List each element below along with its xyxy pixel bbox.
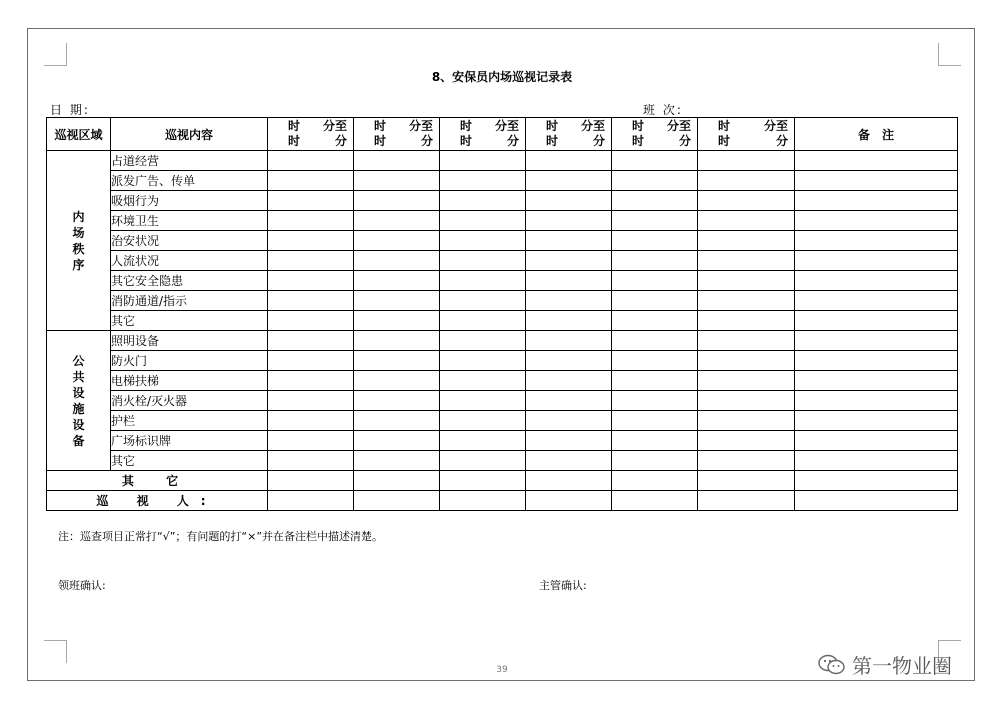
- date-label: 日 期:: [50, 103, 90, 117]
- entry-cell[interactable]: [795, 291, 958, 311]
- entry-cell[interactable]: [354, 451, 440, 471]
- entry-cell[interactable]: [440, 311, 526, 331]
- entry-cell[interactable]: [698, 311, 795, 331]
- page-number: 39: [496, 665, 508, 675]
- entry-cell[interactable]: [612, 471, 698, 491]
- entry-cell[interactable]: [698, 491, 795, 511]
- entry-cell[interactable]: [354, 371, 440, 391]
- entry-cell[interactable]: [698, 471, 795, 491]
- table-row: [47, 231, 958, 251]
- header-time-slot: 时 分至 时 分: [440, 118, 526, 151]
- entry-cell[interactable]: [268, 191, 354, 211]
- entry-cell[interactable]: [268, 171, 354, 191]
- entry-cell[interactable]: [440, 371, 526, 391]
- entry-cell[interactable]: [698, 431, 795, 451]
- entry-cell[interactable]: [440, 451, 526, 471]
- entry-cell[interactable]: [354, 431, 440, 451]
- table-row: [47, 191, 958, 211]
- table-row: [47, 251, 958, 271]
- entry-cell[interactable]: [795, 311, 958, 331]
- entry-cell[interactable]: [795, 331, 958, 351]
- inspection-item: 其它: [111, 311, 268, 331]
- entry-cell[interactable]: [795, 191, 958, 211]
- watermark: [818, 650, 952, 679]
- entry-cell[interactable]: [354, 231, 440, 251]
- entry-cell[interactable]: [612, 251, 698, 271]
- entry-cell[interactable]: [526, 271, 612, 291]
- inspection-item: 占道经营: [111, 151, 268, 171]
- entry-cell[interactable]: [268, 231, 354, 251]
- inspection-item: 其它安全隐患: [111, 271, 268, 291]
- entry-cell[interactable]: [526, 311, 612, 331]
- header-row: [47, 118, 958, 151]
- footer-inspector-row: [47, 491, 958, 511]
- header-time-slot: 时 分至 时 分: [612, 118, 698, 151]
- entry-cell[interactable]: [698, 411, 795, 431]
- inspection-item: 人流状况: [111, 251, 268, 271]
- entry-cell[interactable]: [795, 251, 958, 271]
- entry-cell[interactable]: [268, 331, 354, 351]
- entry-cell[interactable]: [612, 351, 698, 371]
- entry-cell[interactable]: [268, 471, 354, 491]
- entry-cell[interactable]: [612, 331, 698, 351]
- table-row: [47, 151, 958, 171]
- entry-cell[interactable]: [268, 351, 354, 371]
- entry-cell[interactable]: [268, 151, 354, 171]
- entry-cell[interactable]: [612, 271, 698, 291]
- entry-cell[interactable]: [698, 191, 795, 211]
- header-time-slot: 时 分至 时 分: [354, 118, 440, 151]
- entry-cell[interactable]: [268, 431, 354, 451]
- entry-cell[interactable]: [698, 291, 795, 311]
- shift-label: 班 次:: [643, 103, 683, 117]
- entry-cell[interactable]: [795, 371, 958, 391]
- inspection-item: 消防通道/指示: [111, 291, 268, 311]
- entry-cell[interactable]: [526, 411, 612, 431]
- entry-cell[interactable]: [354, 211, 440, 231]
- entry-cell[interactable]: [698, 351, 795, 371]
- entry-cell[interactable]: [698, 231, 795, 251]
- entry-cell[interactable]: [698, 451, 795, 471]
- crop-mark-bottom-left: [44, 640, 67, 663]
- footer-label: 其 它: [47, 471, 268, 491]
- entry-cell[interactable]: [526, 251, 612, 271]
- entry-cell[interactable]: [440, 291, 526, 311]
- entry-cell[interactable]: [526, 331, 612, 351]
- entry-cell[interactable]: [268, 491, 354, 511]
- entry-cell[interactable]: [795, 391, 958, 411]
- entry-cell[interactable]: [526, 291, 612, 311]
- inspection-item: 电梯扶梯: [111, 371, 268, 391]
- table-row: [47, 171, 958, 191]
- inspection-item: 治安状况: [111, 231, 268, 251]
- entry-cell[interactable]: [612, 311, 698, 331]
- entry-cell[interactable]: [268, 291, 354, 311]
- entry-cell[interactable]: [612, 231, 698, 251]
- entry-cell[interactable]: [354, 331, 440, 351]
- entry-cell[interactable]: [440, 391, 526, 411]
- entry-cell[interactable]: [795, 431, 958, 451]
- entry-cell[interactable]: [698, 271, 795, 291]
- entry-cell[interactable]: [698, 171, 795, 191]
- entry-cell[interactable]: [354, 411, 440, 431]
- area-label: 内场秩序: [72, 209, 85, 272]
- area-cell: [47, 331, 111, 471]
- entry-cell[interactable]: [612, 391, 698, 411]
- entry-cell[interactable]: [612, 411, 698, 431]
- entry-cell[interactable]: [526, 391, 612, 411]
- entry-cell[interactable]: [698, 331, 795, 351]
- entry-cell[interactable]: [268, 391, 354, 411]
- header-area: 巡视区域: [47, 118, 111, 151]
- entry-cell[interactable]: [698, 251, 795, 271]
- entry-cell[interactable]: [526, 191, 612, 211]
- entry-cell[interactable]: [526, 471, 612, 491]
- table-row: [47, 311, 958, 331]
- entry-cell[interactable]: [795, 471, 958, 491]
- entry-cell[interactable]: [795, 451, 958, 471]
- inspection-item: 照明设备: [111, 331, 268, 351]
- entry-cell[interactable]: [612, 431, 698, 451]
- entry-cell[interactable]: [440, 351, 526, 371]
- entry-cell[interactable]: [526, 171, 612, 191]
- entry-cell[interactable]: [698, 391, 795, 411]
- area-cell: [47, 151, 111, 331]
- inspection-item: 环境卫生: [111, 211, 268, 231]
- entry-cell[interactable]: [612, 371, 698, 391]
- entry-cell[interactable]: [268, 251, 354, 271]
- entry-cell[interactable]: [526, 351, 612, 371]
- entry-cell[interactable]: [612, 151, 698, 171]
- supervisor-confirm-label: 主管确认:: [539, 579, 587, 592]
- table-row: [47, 371, 958, 391]
- form-title: 8、安保员内场巡视记录表: [431, 70, 573, 84]
- entry-cell[interactable]: [526, 491, 612, 511]
- entry-cell[interactable]: [795, 171, 958, 191]
- entry-cell[interactable]: [612, 171, 698, 191]
- entry-cell[interactable]: [795, 151, 958, 171]
- entry-cell[interactable]: [612, 491, 698, 511]
- entry-cell[interactable]: [526, 451, 612, 471]
- table-row: [47, 291, 958, 311]
- table-row: [47, 271, 958, 291]
- entry-cell[interactable]: [526, 371, 612, 391]
- entry-cell[interactable]: [612, 211, 698, 231]
- table-row: [47, 451, 958, 471]
- entry-cell[interactable]: [440, 151, 526, 171]
- entry-cell[interactable]: [354, 491, 440, 511]
- entry-cell[interactable]: [795, 411, 958, 431]
- wechat-icon: [818, 654, 846, 676]
- inspection-item: 吸烟行为: [111, 191, 268, 211]
- entry-cell[interactable]: [354, 251, 440, 271]
- table-row: [47, 411, 958, 431]
- header-time-slot: 时 分至 时 分: [698, 118, 795, 151]
- entry-cell[interactable]: [440, 211, 526, 231]
- entry-cell[interactable]: [354, 171, 440, 191]
- table-row: [47, 431, 958, 451]
- entry-cell[interactable]: [440, 231, 526, 251]
- entry-cell[interactable]: [440, 191, 526, 211]
- header-time-slot: 时 分至 时 分: [268, 118, 354, 151]
- entry-cell[interactable]: [440, 251, 526, 271]
- inspection-item: 广场标识牌: [111, 431, 268, 451]
- inspection-item: 其它: [111, 451, 268, 471]
- entry-cell[interactable]: [354, 391, 440, 411]
- entry-cell[interactable]: [354, 271, 440, 291]
- entry-cell[interactable]: [354, 191, 440, 211]
- entry-cell[interactable]: [612, 451, 698, 471]
- area-label: 公共设施设备: [72, 353, 85, 448]
- watermark-text: 第一物业圈: [852, 654, 952, 678]
- entry-cell[interactable]: [612, 291, 698, 311]
- entry-cell[interactable]: [440, 331, 526, 351]
- entry-cell[interactable]: [795, 271, 958, 291]
- entry-cell[interactable]: [354, 351, 440, 371]
- leader-confirm-label: 领班确认:: [58, 579, 106, 592]
- table-row: [47, 211, 958, 231]
- header-content: 巡视内容: [111, 118, 268, 151]
- entry-cell[interactable]: [440, 471, 526, 491]
- entry-cell[interactable]: [795, 231, 958, 251]
- entry-cell[interactable]: [698, 151, 795, 171]
- entry-cell[interactable]: [268, 271, 354, 291]
- entry-cell[interactable]: [354, 291, 440, 311]
- entry-cell[interactable]: [698, 211, 795, 231]
- entry-cell[interactable]: [440, 411, 526, 431]
- table-row: [47, 351, 958, 371]
- entry-cell[interactable]: [526, 231, 612, 251]
- entry-cell[interactable]: [795, 211, 958, 231]
- header-time-slot: 时 分至 时 分: [526, 118, 612, 151]
- entry-cell[interactable]: [698, 371, 795, 391]
- inspection-item: 派发广告、传单: [111, 171, 268, 191]
- entry-cell[interactable]: [526, 151, 612, 171]
- table-row: [47, 391, 958, 411]
- entry-cell[interactable]: [795, 351, 958, 371]
- footer-label: 巡 视 人:: [47, 491, 268, 511]
- inspection-item: 消火栓/灭火器: [111, 391, 268, 411]
- crop-mark-top-left: [44, 43, 67, 66]
- entry-cell[interactable]: [526, 211, 612, 231]
- entry-cell[interactable]: [440, 431, 526, 451]
- crop-mark-top-right: [938, 43, 961, 66]
- footer-other-row: [47, 471, 958, 491]
- entry-cell[interactable]: [268, 411, 354, 431]
- entry-cell[interactable]: [268, 451, 354, 471]
- entry-cell[interactable]: [440, 271, 526, 291]
- entry-cell[interactable]: [354, 471, 440, 491]
- entry-cell[interactable]: [795, 491, 958, 511]
- entry-cell[interactable]: [268, 311, 354, 331]
- entry-cell[interactable]: [612, 191, 698, 211]
- entry-cell[interactable]: [354, 311, 440, 331]
- inspection-item: 护栏: [111, 411, 268, 431]
- inspection-item: 防火门: [111, 351, 268, 371]
- entry-cell[interactable]: [354, 151, 440, 171]
- entry-cell[interactable]: [440, 171, 526, 191]
- instruction-note: 注：巡查项目正常打“√”；有问题的打“×”并在备注栏中描述清楚。: [58, 530, 384, 543]
- entry-cell[interactable]: [268, 371, 354, 391]
- entry-cell[interactable]: [440, 491, 526, 511]
- patrol-record-table: [46, 117, 958, 511]
- entry-cell[interactable]: [526, 431, 612, 451]
- header-remark: 备 注: [795, 118, 958, 151]
- table-row: [47, 331, 958, 351]
- entry-cell[interactable]: [268, 211, 354, 231]
